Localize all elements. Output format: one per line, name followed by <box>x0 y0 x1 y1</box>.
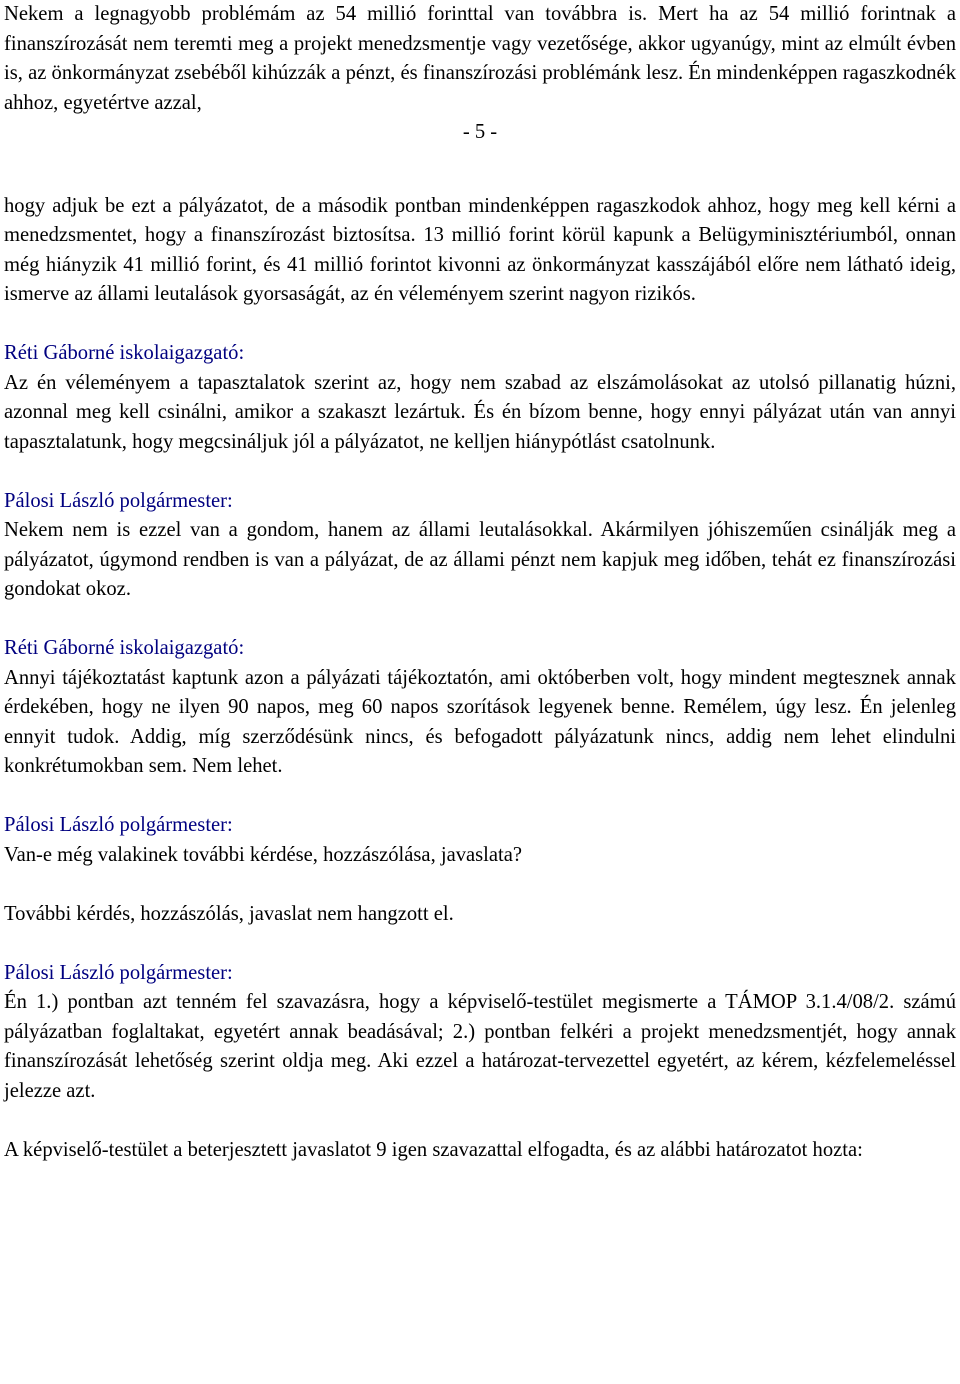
speech-text: Annyi tájékoztatást kaptunk azon a pályázati tájékoztatón, ami októberben volt, hogy mindent megtesznek annak érdekében, hogy ne ilyen 90 napos, meg 60 napos szorítások legyenek benne. Remélem, úgy lesz. Én jelenleg ennyit tudok. Addig, míg szerződésünk nincs, és befogadott pályázatunk nincs, addig nem lehet elindulni konkrétumokban sem. Nem lehet. <box>4 666 956 777</box>
spacer <box>4 310 956 340</box>
spacer <box>4 870 956 900</box>
page-number: - 5 - <box>462 121 498 143</box>
speech-block <box>4 811 956 870</box>
document-page <box>4 0 956 1165</box>
speech-text: Van-e még valakinek további kérdése, hozzászólása, javaslata? <box>4 843 523 866</box>
speech-block <box>4 634 956 782</box>
spacer <box>4 929 956 959</box>
speaker-name: Réti Gáborné iskolaigazgató: <box>4 342 245 364</box>
spacer <box>4 605 956 635</box>
speaker-name: Réti Gáborné iskolaigazgató: <box>4 637 245 659</box>
narrative-text: További kérdés, hozzászólás, javaslat nem hangzott el. <box>4 902 454 925</box>
spacer <box>4 457 956 487</box>
paragraph-intro: Nekem a legnagyobb problémám az 54 millió forinttal van továbbra is. Mert ha az 54 millió forintnak a finanszírozását nem teremti meg a projekt menedzsmentje vagy vezetősége, akkor ugyanúgy, mint az elmúlt évben is, az önkormányzat zsebéből kihúzzák a pénzt, és finanszírozási problémánk lesz. Én mindenképpen ragaszkodnék ahhoz, egyetértve azzal, <box>4 3 956 114</box>
speech-block <box>4 959 956 1107</box>
speech-block <box>4 339 956 457</box>
resolution-text: A képviselő-testület a beterjesztett javaslatot 9 igen szavazattal elfogadta, és az alábbi határozatot hozta: <box>4 1138 863 1161</box>
page-break-spacer <box>4 148 956 192</box>
speech-text: Az én véleményem a tapasztalatok szerint az, hogy nem szabad az elszámolásokat az utolsó pillanatig húzni, azonnal meg kell csinálni, amikor a szakaszt lezártuk. És én bízom benne, hogy ennyi pályázat után van annyi tapasztalatunk, hogy megcsináljuk jól a pályázatot, ne kelljen hiánypótlást csatolnunk. <box>4 371 956 453</box>
speech-block <box>4 487 956 605</box>
paragraph-continuation: hogy adjuk be ezt a pályázatot, de a második pontban mindenképpen ragaszkodok ahhoz, hogy meg kell kérni a menedzsmentet, hogy a finanszírozást biztosítsa. 13 millió forint körül kapunk a Belügyminisztériumból, onnan még hiányzik 41 millió forint, és 41 millió forintot kivonni az önkormányzat kasszájából előre nem látható ideig, ismerve az állami leutalások gyorsaságát, az én véleményem szerint nagyon rizikós. <box>4 194 956 305</box>
spacer <box>4 1106 956 1136</box>
speaker-name: Pálosi László polgármester: <box>4 961 233 984</box>
spacer <box>4 782 956 812</box>
speech-text: Nekem nem is ezzel van a gondom, hanem az állami leutalásokkal. Akármilyen jóhiszeműen csinálják meg a pályázatot, úgymond rendben is van a pályázat, de az állami pénzt nem kapjuk meg időben, tehát ez finanszírozási gondokat okoz. <box>4 519 956 600</box>
speaker-name: Pálosi László polgármester: <box>4 814 233 836</box>
speaker-name: Pálosi László polgármester: <box>4 489 233 512</box>
speech-text: Én 1.) pontban azt tenném fel szavazásra, hogy a képviselő-testület megismerte a TÁMOP 3.1.4/08/2. számú pályázatban foglaltakat, egyetért annak beadásával; 2.) pontban felkéri a projekt menedzsmentjét, hogy annak finanszírozását lehetőség szerint oldja meg. Aki ezzel a határozat-tervezettel egyetért, az kérem, kézfelemeléssel jelezze azt. <box>4 991 956 1102</box>
